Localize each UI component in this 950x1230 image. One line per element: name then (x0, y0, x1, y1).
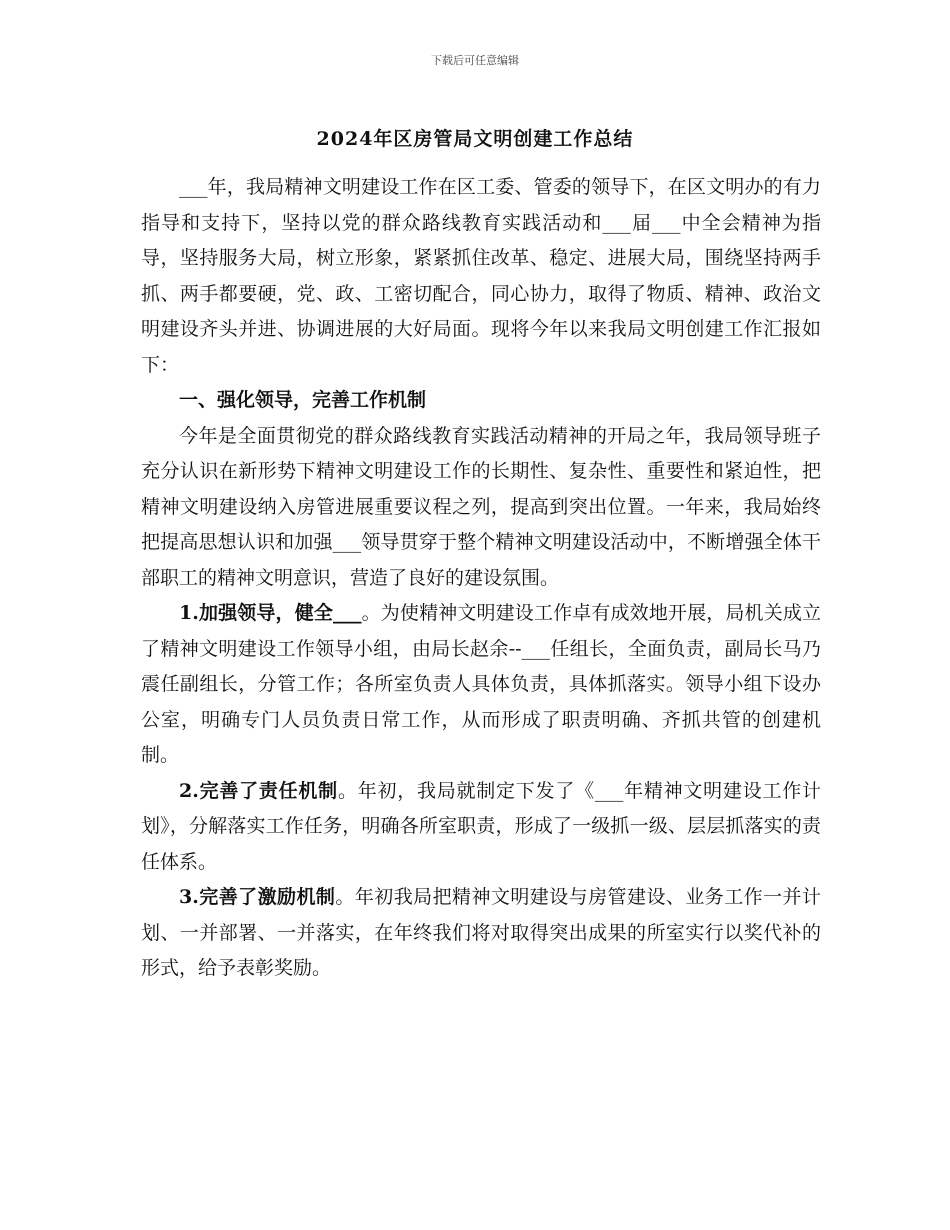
intro-paragraph: ___年，我局精神文明建设工作在区工委、管委的领导下，在区文明办的有力指导和支持下，坚持以党的群众路线教育实践活动和___届___中全会精神为指导，坚持服务大局，树立形象，紧紧抓住改革、稳定、进展大局，围绕坚持两手抓、两手都要硬，党、政、工密切配合，同心协力，取得了物质、精神、政治文明建设齐头并进、协调进展的大好局面。现将今年以来我局文明创建工作汇报如下： (141, 176, 821, 376)
section-heading: 一、强化领导，完善工作机制 (179, 389, 427, 411)
document-body (141, 170, 821, 987)
item-2-lead: 2.完善了责任机制 (179, 779, 338, 802)
document-title: 2024年区房管局文明创建工作总结 (316, 128, 634, 150)
section-paragraph: 今年是全面贯彻党的群众路线教育实践活动精神的开局之年，我局领导班子充分认识在新形势下精神文明建设工作的长期性、复杂性、重要性和紧迫性，把精神文明建设纳入房管进展重要议程之列，提高到突出位置。一年来，我局始终把提高思想认识和加强___领导贯穿于整个精神文明建设活动中，不断增强全体干部职工的精神文明意识，营造了良好的建设氛围。 (141, 424, 821, 589)
page-header-note: 下载后可任意编辑 (431, 54, 519, 67)
item-3-lead: 3.完善了激励机制 (179, 886, 336, 908)
item-3-text: 。年初我局把精神文明建设与房管建设、业务工作一并计划、一并部署、一并落实，在年终我们将对取得突出成果的所室实行以奖代补的形式，给予表彰奖励。 (141, 886, 821, 979)
item-1-lead: 1.加强领导，健全___ (179, 602, 362, 624)
item-3-paragraph (141, 880, 821, 987)
item-1-text: 。为使精神文明建设工作卓有成效地开展，局机关成立了精神文明建设工作领导小组，由局长赵余--___任组长，全面负责，副局长马乃震任副组长，分管工作；各所室负责人具体负责，具体抓落实。领导小组下设办公室，明确专门人员负责日常工作，从而形成了职责明确、齐抓共管的创建机制。 (141, 602, 821, 766)
item-2-paragraph (141, 774, 821, 881)
item-2-text: 。年初，我局就制定下发了《___年精神文明建设工作计划》，分解落实工作任务，明确各所室职责，形成了一级抓一级、层层抓落实的责任体系。 (141, 779, 821, 873)
item-1-paragraph (141, 596, 821, 774)
